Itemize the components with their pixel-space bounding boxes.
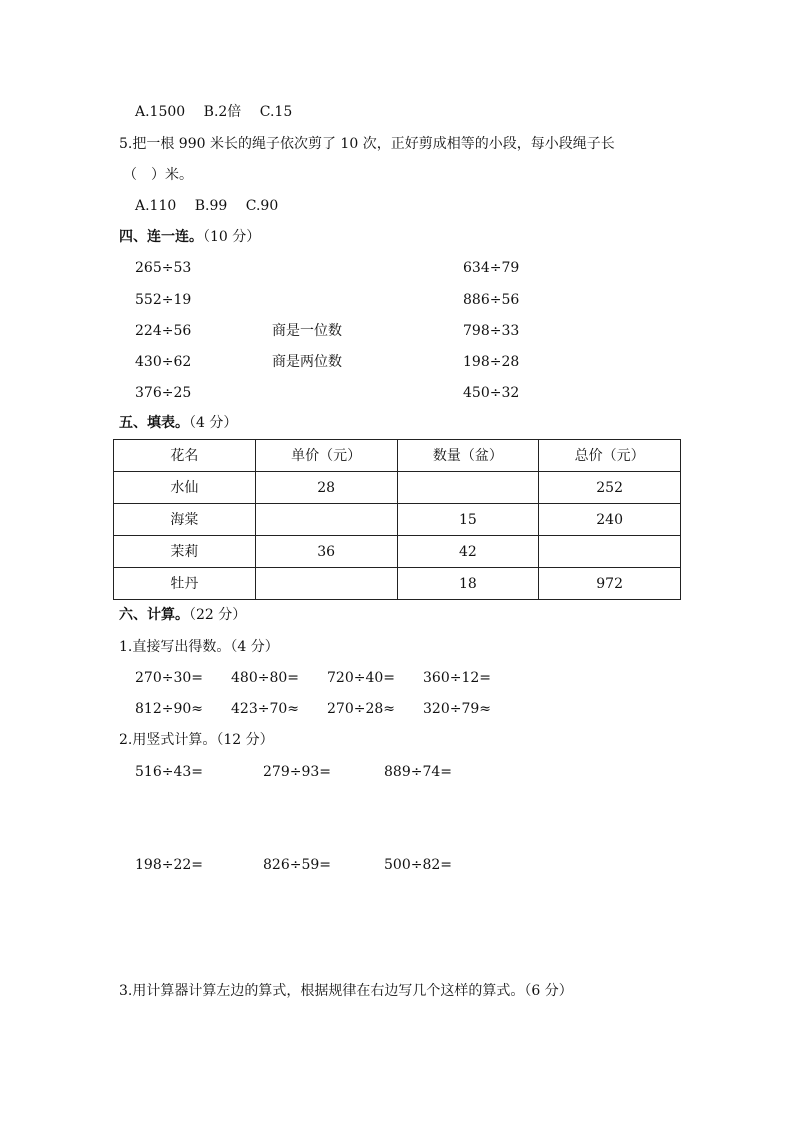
table-cell xyxy=(539,536,681,568)
section5-title: 五、填表。 xyxy=(119,415,189,431)
q5-option-a: A.110 xyxy=(135,198,177,214)
table-header-row xyxy=(114,440,681,472)
q5-question-line2: （ ）米。 xyxy=(123,167,193,183)
q4-option-a: A.1500 xyxy=(135,104,186,120)
match-middle-2: 商是两位数 xyxy=(272,354,342,370)
match-left-4: 430÷62 xyxy=(135,354,192,370)
section4-points: （10 分） xyxy=(203,229,261,245)
section6-title: 六、计算。 xyxy=(119,607,189,623)
sub1-expr-4: 360÷12= xyxy=(423,670,491,686)
match-middle-1: 商是一位数 xyxy=(272,323,342,339)
sub1-expr-5: 812÷90≈ xyxy=(135,701,203,717)
table-cell: 15 xyxy=(397,504,539,536)
table-cell xyxy=(397,472,539,504)
match-right-4: 198÷28 xyxy=(463,354,520,370)
section4-title: 四、连一连。 xyxy=(119,229,203,245)
match-left-3: 224÷56 xyxy=(135,323,192,339)
sub2-expr-4: 198÷22= xyxy=(135,857,203,873)
match-right-2: 886÷56 xyxy=(463,292,520,308)
table-cell: 水仙 xyxy=(114,472,256,504)
q4-option-b: B.2倍 xyxy=(203,104,242,120)
q5-option-b: B.99 xyxy=(194,198,228,214)
table-header-cell: 单价（元） xyxy=(255,440,397,472)
q5-options xyxy=(135,197,292,215)
sub1-expr-6: 423÷70≈ xyxy=(231,701,299,717)
table-row xyxy=(114,568,681,600)
sub1-expr-8: 320÷79≈ xyxy=(423,701,491,717)
table-cell: 36 xyxy=(255,536,397,568)
q5-option-c: C.90 xyxy=(245,198,279,214)
q4-options xyxy=(135,103,306,121)
table-cell: 42 xyxy=(397,536,539,568)
q4-option-c: C.15 xyxy=(259,104,293,120)
sub1-expr-1: 270÷30= xyxy=(135,670,203,686)
table-cell: 茉莉 xyxy=(114,536,256,568)
sub2-expr-2: 279÷93= xyxy=(263,764,331,780)
section4-heading xyxy=(119,228,260,246)
table-cell xyxy=(255,504,397,536)
table-row xyxy=(114,472,681,504)
section5-heading xyxy=(119,414,237,432)
table-cell xyxy=(255,568,397,600)
table-header-cell: 数量（盆） xyxy=(397,440,539,472)
match-left-2: 552÷19 xyxy=(135,292,192,308)
sub2-expr-1: 516÷43= xyxy=(135,764,203,780)
section6-points: （22 分） xyxy=(189,607,247,623)
table-row xyxy=(114,504,681,536)
match-right-5: 450÷32 xyxy=(463,385,520,401)
sub2-expr-5: 826÷59= xyxy=(263,857,331,873)
match-right-1: 634÷79 xyxy=(463,260,520,276)
sub1-title: 1.直接写出得数。（4 分） xyxy=(119,639,279,655)
match-left-5: 376÷25 xyxy=(135,385,192,401)
sub1-expr-2: 480÷80= xyxy=(231,670,299,686)
table-cell: 972 xyxy=(539,568,681,600)
table-row xyxy=(114,536,681,568)
flower-price-table xyxy=(113,439,681,600)
table-cell: 海棠 xyxy=(114,504,256,536)
q5-question-line1: 5.把一根 990 米长的绳子依次剪了 10 次，正好剪成相等的小段，每小段绳子长 xyxy=(119,136,615,152)
section6-heading xyxy=(119,606,246,624)
table-cell: 240 xyxy=(539,504,681,536)
table-cell: 252 xyxy=(539,472,681,504)
table-cell: 牡丹 xyxy=(114,568,256,600)
table-header-cell: 花名 xyxy=(114,440,256,472)
match-right-3: 798÷33 xyxy=(463,323,520,339)
match-left-1: 265÷53 xyxy=(135,260,192,276)
sub2-title: 2.用竖式计算。（12 分） xyxy=(119,732,274,748)
sub1-expr-7: 270÷28≈ xyxy=(327,701,395,717)
sub2-expr-6: 500÷82= xyxy=(384,857,452,873)
sub1-expr-3: 720÷40= xyxy=(327,670,395,686)
sub3-title: 3.用计算器计算左边的算式，根据规律在右边写几个这样的算式。（6 分） xyxy=(119,983,573,999)
sub2-expr-3: 889÷74= xyxy=(384,764,452,780)
table-header-cell: 总价（元） xyxy=(539,440,681,472)
table-cell: 28 xyxy=(255,472,397,504)
table-cell: 18 xyxy=(397,568,539,600)
section5-points: （4 分） xyxy=(189,415,238,431)
